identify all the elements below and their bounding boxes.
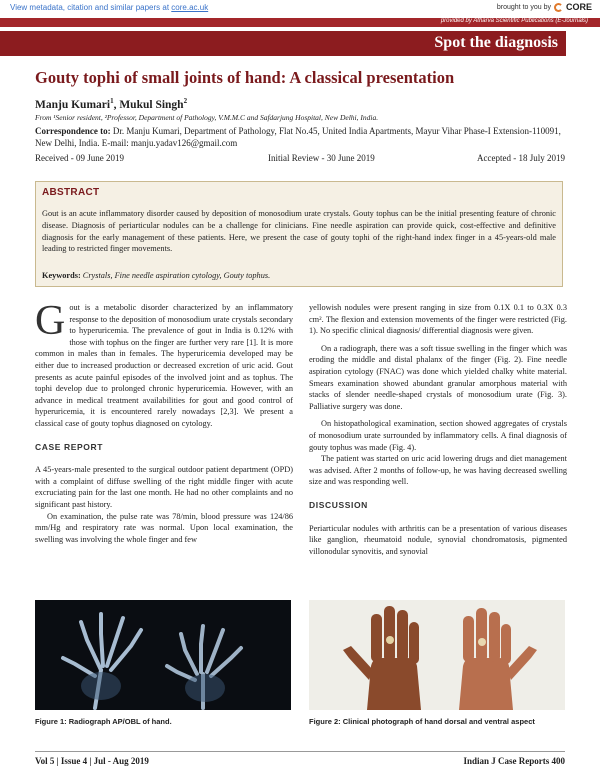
keywords-label: Keywords:	[42, 271, 81, 280]
core-brand[interactable]	[497, 2, 592, 12]
hand-photo-image	[309, 600, 565, 710]
footer-divider	[35, 751, 565, 752]
core-logo-icon	[554, 3, 563, 12]
author-separator: ,	[113, 98, 120, 111]
author-affil-mark: 1	[110, 97, 114, 105]
right-column	[309, 302, 567, 557]
core-top-bar	[0, 0, 600, 19]
keywords-list: Crystals, Fine needle aspiration cytology, Gouty tophus.	[80, 271, 271, 280]
figure-2-caption: Figure 2: Clinical photograph of hand dorsal and ventral aspect	[309, 717, 535, 726]
radiograph-image	[35, 600, 291, 710]
abstract-box	[35, 181, 563, 287]
article-title: Gouty tophi of small joints of hand: A classical presentation	[35, 68, 455, 87]
body-paragraph: On histopathological examination, section showed aggregates of crystals of monosodium urate surrounded by inflammatory cells. A final diagnosis of gouty tophus was made (Fig. 4).	[309, 419, 567, 452]
left-column	[35, 298, 293, 545]
body-paragraph: The patient was started on uric acid lowering drugs and diet management was advised. After 2 months of follow-up, he was having decreased swelling size and was responding well.	[309, 454, 567, 487]
section-banner-label: Spot the diagnosis	[434, 34, 558, 51]
correspondence	[35, 125, 565, 149]
author-affil-mark: 2	[183, 97, 188, 105]
figure-2-photograph	[309, 600, 565, 710]
intro-paragraph	[35, 298, 293, 430]
abstract-body: Gout is an acute inflammatory disorder caused by deposition of monosodium urate crystals. Gouty tophus can be the initial presenting feature of chronic disease. Diagnosis of periarticular nodules can be a challenge for clinicians. Fine needle aspiration can provide quick, cost-effective and definitive diagnosis for the early management of these patients. Here, we present the case of gouty tophi of the right-hand index finger in a 45-years-old male leading to restricted finger movements.	[42, 209, 556, 254]
abstract-heading: ABSTRACT	[42, 187, 100, 198]
discussion-heading: DISCUSSION	[309, 499, 368, 510]
correspondence-text: Dr. Manju Kumari, Department of Pathology, Flat No.45, United India Apartments, Mayur Vihar Phase-I Extension-110091, New Delhi, India. E-mail: manju.yadav126@gmail.com	[35, 126, 561, 148]
metadata-notice: View metadata, citation and similar papers at core.ac.uk	[10, 3, 209, 12]
keywords	[42, 271, 270, 280]
accepted-date: Accepted - 18 July 2019	[477, 153, 565, 163]
footer-volume: Vol 5 | Issue 4 | Jul - Aug 2019	[35, 756, 149, 766]
intro-text: out is a metabolic disorder characterized by an inflammatory response to the deposition of monosodium urate crystals secondary to hyperuricemia. The prevalence of gout in India is 0.12% with those with tophus on the finger are further very rare [1]. It is more common in males than in females. The hyperuricemia developed may be either due to increased production or decreased excretion of uric acid. Gout presents as acute painful episodes of the involved joint and as tophus. The tophi develop due to prolonged chronic hyperuricemia. However, with an advance in medical treatment availabilities for gout and good control of hyperuricemia, it is encountered rarely nowadays [2,3]. We present a classical case of gouty tophus diagnosed on cytology.	[35, 303, 293, 428]
review-date: Initial Review - 30 June 2019	[268, 153, 375, 163]
figure-1-caption: Figure 1: Radiograph AP/OBL of hand.	[35, 717, 172, 726]
case-paragraph: A 45-years-male presented to the surgical outdoor patient department (OPD) with a complaint of diffuse swelling of the right middle finger with acute excruciating pain for the last one month. He had no other complaints and no significant past history.	[35, 465, 293, 509]
figure-1-radiograph	[35, 600, 291, 710]
article-dates	[35, 153, 565, 163]
discussion-paragraph: Periarticular nodules with arthritis can be a presentation of various diseases like ganglion, rheumatoid nodule, synovial chondromatosis, pigmented villonodular synovitis, and synovial	[309, 523, 567, 556]
section-banner	[0, 31, 566, 56]
received-date: Received - 09 June 2019	[35, 153, 124, 163]
author-list	[35, 97, 187, 111]
page-footer	[0, 751, 600, 776]
provider-bar	[0, 18, 600, 27]
case-paragraph: On examination, the pulse rate was 78/min, blood pressure was 124/86 mm/Hg and respiratory rate was normal. Upon local examination, the swelling was involving the whole finger and few	[35, 511, 293, 544]
author-name: Manju Kumari	[35, 98, 111, 111]
correspondence-label: Correspondence to:	[35, 126, 111, 136]
footer-journal-page: Indian J Case Reports 400	[463, 756, 565, 766]
affiliation: From ¹Senior resident, ²Professor, Department of Pathology, V.M.M.C and Safdarjung Hospital, New Delhi, India.	[35, 113, 379, 122]
core-brand-name: CORE	[565, 2, 592, 12]
brought-by-text: brought to you by	[496, 3, 551, 11]
author-name: Mukul Singh	[119, 98, 184, 111]
body-paragraph: On a radiograph, there was a soft tissue swelling in the finger which was eroding the middle and distal phalanx of the finger (Fig. 2). Fine needle aspiration cytology (FNAC) was done which yielded chalky white material. Smears examination showed abundant granular amorphous material with stacks of slender needle-shaped crystals of monosodium urate (Fig. 3). Palliative surgery was done.	[309, 343, 567, 411]
drop-cap: G	[35, 298, 66, 344]
core-link[interactable]: core.ac.uk	[171, 3, 209, 12]
provider-text: provided by Atharva Scientific Publications (E-Journals)	[440, 18, 588, 24]
case-report-heading: CASE REPORT	[35, 441, 103, 452]
body-paragraph: yellowish nodules were present ranging in size from 0.1X 0.1 to 0.3X 0.3 cm². The flexion and extension movements of the finger were restricted (Fig. 1). No specific clinical diagnosis/ differential diagnosis were given.	[309, 303, 567, 336]
